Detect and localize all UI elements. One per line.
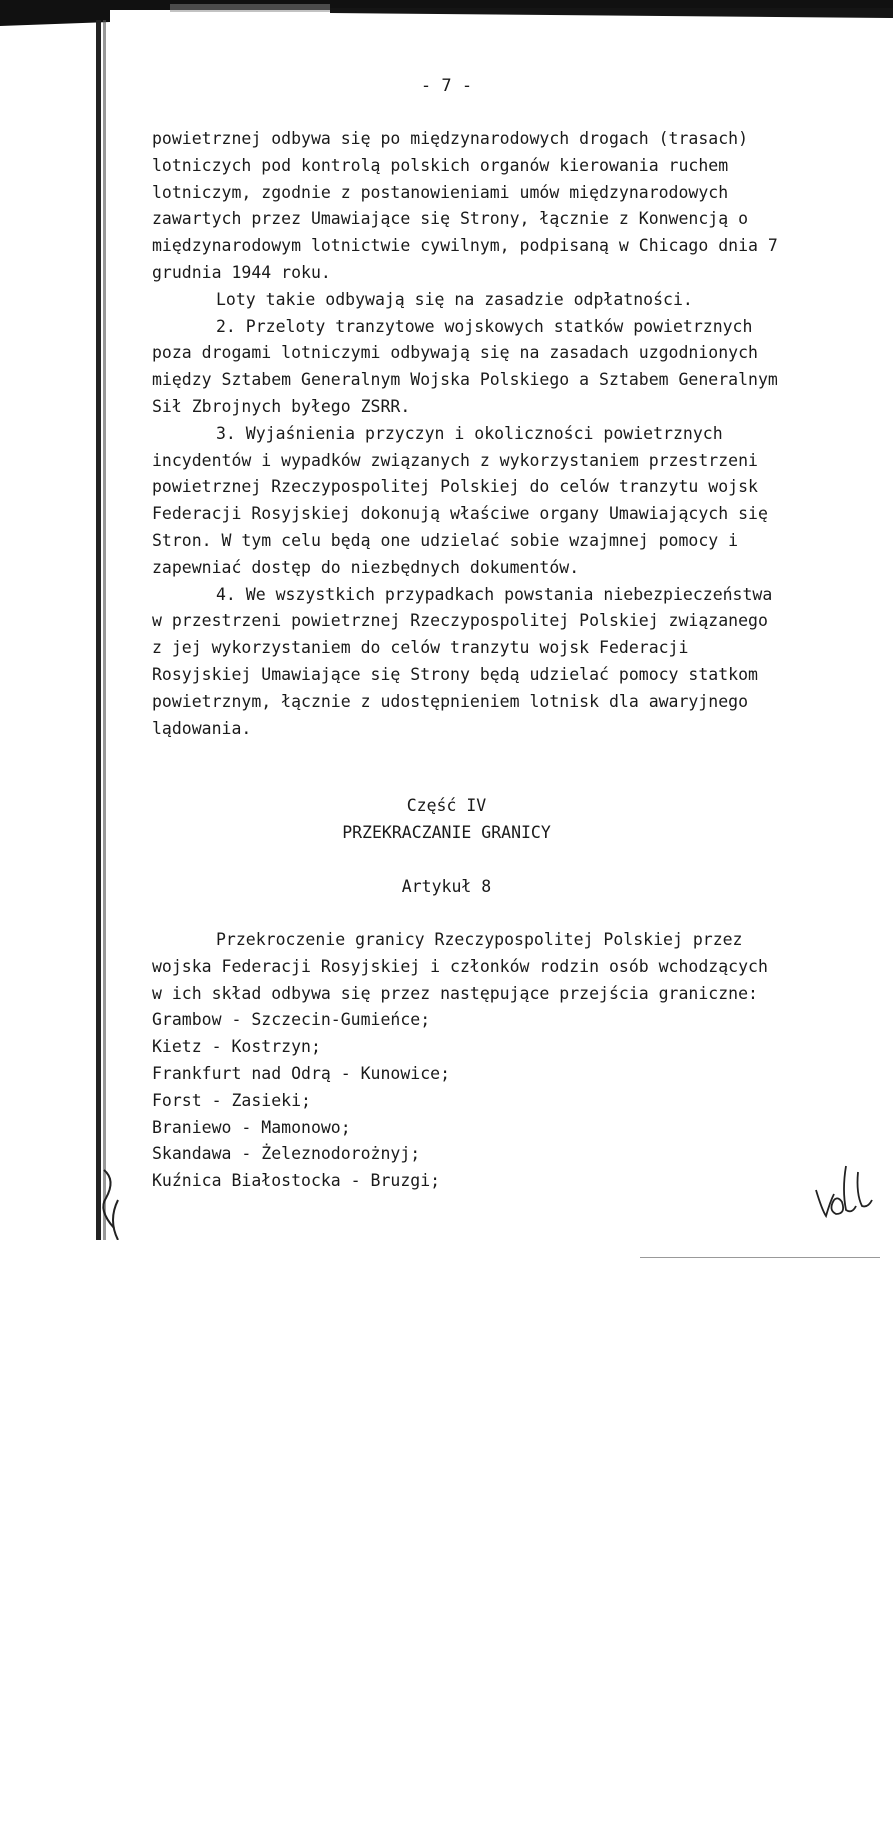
text-line: w przestrzeni powietrznej Rzeczypospolitej Polskiej związanego (152, 611, 768, 631)
text-line: powietrznym, łącznie z udostępnieniem lotnisk dla awaryjnego (152, 691, 749, 711)
text-line: Przekroczenie granicy Rzeczypospolitej Polskiej przez (216, 930, 743, 949)
text-line: w ich skład odbywa się przez następujące przejścia graniczne: (152, 983, 758, 1003)
text-line: Stron. W tym celu będą one udzielać sobie wzajmnej pomocy i (152, 530, 739, 550)
section-title: PRZEKRACZANIE GRANICY (342, 823, 551, 842)
article-heading: Artykuł 8 (401, 877, 492, 896)
text-line: lotniczym, zgodnie z postanowieniami umów międzynarodowych (152, 182, 729, 202)
text-line: 3. Wyjaśnienia przyczyn i okoliczności powietrznych (216, 423, 723, 443)
text-line: wojska Federacji Rosyjskiej i członków rodzin osób wchodzących (152, 956, 768, 976)
border-crossing-item: Frankfurt nad Odrą - Kunowice; (152, 1063, 451, 1083)
text-line: incydentów i wypadków związanych z wykorzystaniem przestrzeni (152, 450, 758, 470)
text-line: 4. We wszystkich przypadkach powstania niebezpieczeństwa (216, 584, 773, 604)
scan-top-edge (0, 0, 893, 26)
bottom-rule (640, 1257, 880, 1258)
border-crossing-item: Kietz - Kostrzyn; (152, 1037, 321, 1057)
border-crossing-item: Grambow - Szczecin-Gumieńce; (152, 1010, 431, 1030)
text-line: lotniczych pod kontrolą polskich organów kierowania ruchem (152, 155, 729, 175)
text-line: powietrznej Rzeczypospolitej Polskiej do celów tranzytu wojsk (152, 477, 758, 497)
text-line: Federacji Rosyjskiej dokonują właściwe organy Umawiających się (152, 504, 768, 524)
text-line: lądowania. (152, 718, 252, 738)
text-line: międzynarodowym lotnictwie cywilnym, podpisaną w Chicago dnia 7 (152, 236, 778, 256)
text-line: Loty takie odbywają się na zasadzie odpłatności. (216, 289, 693, 309)
handwritten-initials (812, 1160, 874, 1220)
text-line: Rosyjskiej Umawiające się Strony będą udzielać pomocy statkom (152, 664, 758, 684)
article-body (152, 927, 768, 1195)
text-line: między Sztabem Generalnym Wojska Polskiego a Sztabem Generalnym (152, 370, 778, 390)
section-part: Część IV (406, 796, 487, 815)
border-crossing-item: Braniewo - Mamonowo; (152, 1117, 351, 1137)
text-line: zawartych przez Umawiające się Strony, łącznie z Konwencją o (152, 209, 749, 229)
text-line: poza drogami lotniczymi odbywają się na zasadach uzgodnionych (152, 343, 758, 363)
text-line: 2. Przeloty tranzytowe wojskowych statków powietrznych (216, 316, 753, 336)
text-line: Sił Zbrojnych byłego ZSRR. (152, 396, 411, 416)
body-text (152, 126, 778, 742)
text-line: grudnia 1944 roku. (152, 262, 331, 282)
border-crossing-item: Kuźnica Białostocka - Bruzgi; (152, 1171, 441, 1191)
text-line: z jej wykorzystaniem do celów tranzytu wojsk Federacji (152, 638, 689, 658)
text-line: zapewniać dostęp do niezbędnych dokumentów. (152, 557, 580, 577)
binding-edge-artifact (0, 0, 130, 1240)
border-crossing-item: Skandawa - Żeleznodorożnyj; (152, 1144, 421, 1164)
border-crossing-item: Forst - Zasieki; (152, 1090, 311, 1110)
text-line: powietrznej odbywa się po międzynarodowych drogach (trasach) (152, 129, 749, 148)
page-number: - 7 - (420, 76, 473, 96)
